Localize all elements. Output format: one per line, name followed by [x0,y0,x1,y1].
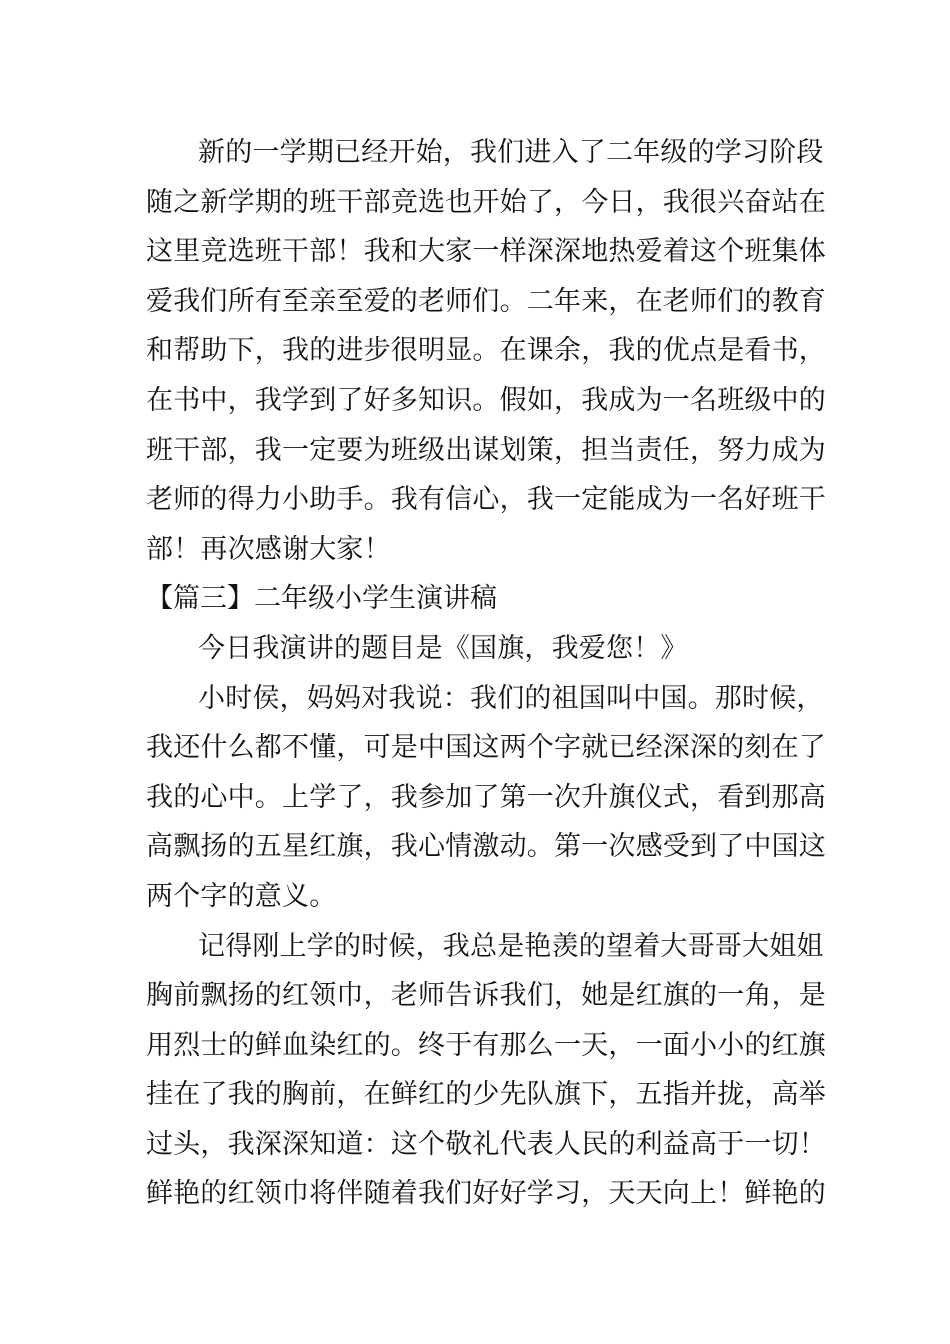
text-line: 记得刚上学的时候，我总是艳羡的望着大哥哥大姐姐 [198,930,824,962]
text-line: 在书中，我学到了好多知识。假如，我成为一名班级中的 [146,384,826,416]
text-line: 过头，我深深知道：这个敬礼代表人民的利益高于一切！ [146,1128,826,1160]
text-line: 挂在了我的胸前，在鲜红的少先队旗下，五指并拢，高举 [146,1079,826,1111]
text-line: 班干部，我一定要为班级出谋划策，担当责任，努力成为 [146,434,826,466]
text-line: 今日我演讲的题目是《国旗，我爱您！》 [198,632,688,664]
text-line: 这里竞选班干部！我和大家一样深深地热爱着这个班集体 [146,236,826,268]
text-line: 部！再次感谢大家！ [146,533,391,565]
text-line: 随之新学期的班干部竞选也开始了，今日，我很兴奋站在 [146,186,826,218]
text-line: 两个字的意义。 [146,880,337,912]
text-line: 新的一学期已经开始，我们进入了二年级的学习阶段 [198,137,824,168]
text-line: 我的心中。上学了，我参加了第一次升旗仪式，看到那高 [146,781,826,813]
text-line: 胸前飘扬的红领巾，老师告诉我们，她是红旗的一角，是 [146,980,826,1012]
text-line: 鲜艳的红领巾将伴随着我们好好学习，天天向上！鲜艳的 [146,1178,826,1210]
text-line: 用烈士的鲜血染红的。终于有那么一天，一面小小的红旗 [146,1029,826,1061]
text-line: 小时侯，妈妈对我说：我们的祖国叫中国。那时候， [198,682,824,714]
text-line: 爱我们所有至亲至爱的老师们。二年来，在老师们的教育 [146,285,826,317]
text-line: 我还什么都不懂，可是中国这两个字就已经深深的刻在了 [146,732,826,764]
text-line: 老师的得力小助手。我有信心，我一定能成为一名好班干 [146,484,826,516]
text-line: 和帮助下，我的进步很明显。在课余，我的优点是看书， [146,335,826,367]
section-heading: 【篇三】二年级小学生演讲稿 [146,583,497,615]
document-body [146,128,826,1219]
text-line: 高飘扬的五星红旗，我心情激动。第一次感受到了中国这 [146,831,826,863]
